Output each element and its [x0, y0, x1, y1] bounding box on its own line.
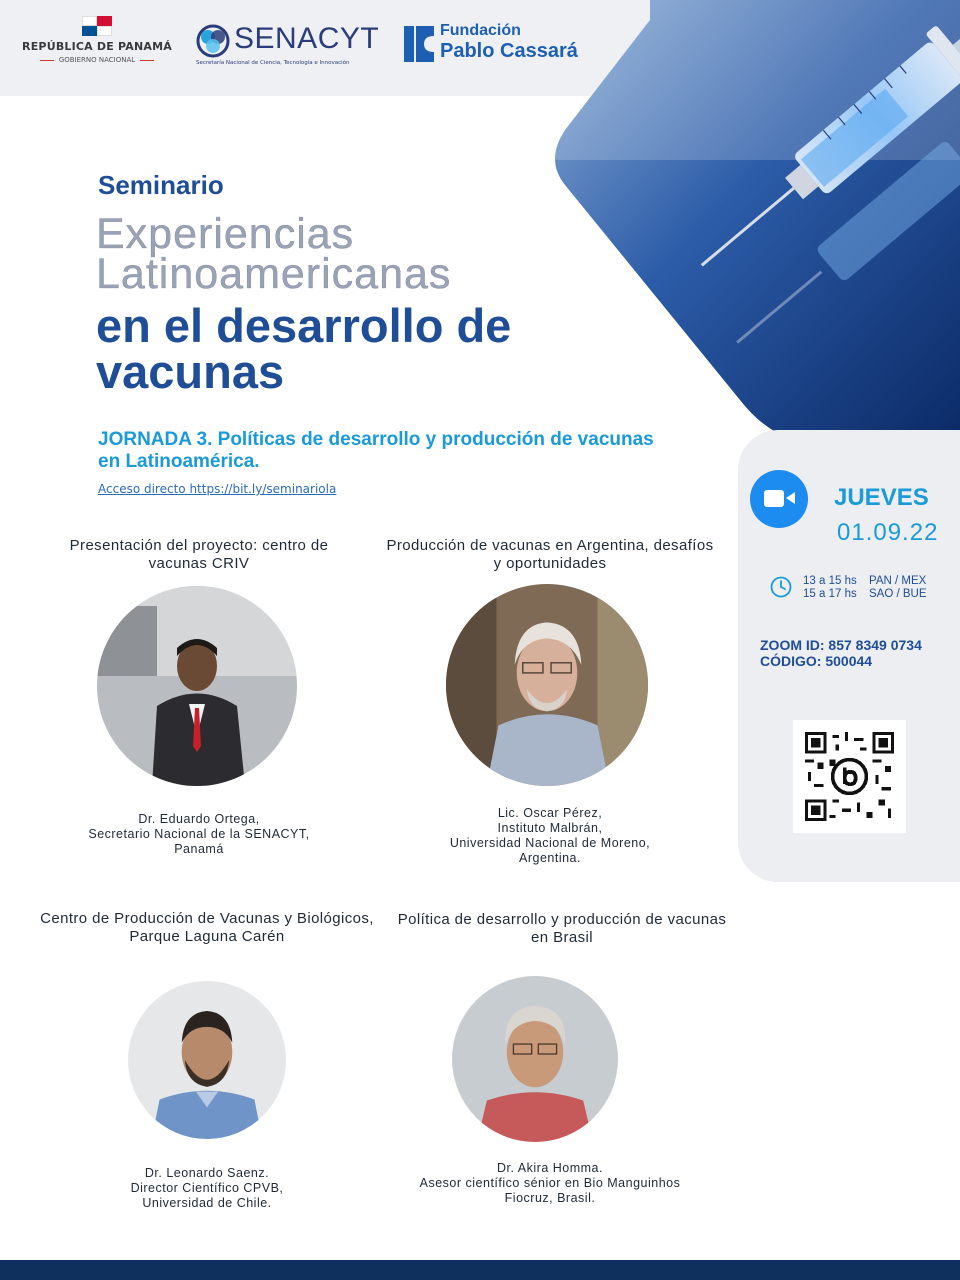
fundacion-line1: Fundación [440, 22, 521, 39]
seminar-kicker: Seminario [98, 170, 224, 200]
speaker-2-name [386, 806, 714, 866]
time-zones: PAN / MEX [869, 575, 927, 587]
time-zones: SAO / BUE [869, 588, 927, 600]
speaker-1-photo [97, 586, 297, 786]
fundacion-logo-icon [404, 26, 434, 62]
speaker-3-photo [128, 981, 286, 1139]
jornada-subtitle: JORNADA 3. Políticas de desarrollo y producción de vacunas en Latinoamérica. [98, 429, 654, 472]
senacyt-logo [196, 20, 380, 70]
speaker-3-line: Dr. Leonardo Saenz. [144, 1166, 270, 1180]
title-bold: en el desarrollo de vacunas [96, 299, 512, 398]
time-hours: 13 a 15 hs [803, 575, 857, 587]
speaker-4-line: Asesor científico sénior en Bio Manguinhos [419, 1176, 681, 1190]
title-light: Experiencias Latinoamericanas [96, 210, 452, 298]
speaker-2-line: Universidad Nacional de Moreno, [449, 836, 651, 850]
event-date: 01.09.22 [837, 519, 939, 546]
speaker-4-line: Fiocruz, Brasil. [504, 1191, 596, 1205]
speaker-2-topic: Producción de vacunas en Argentina, desafíos y oportunidades [386, 537, 714, 572]
speaker-3-line: Director Científico CPVB, [130, 1181, 284, 1195]
speaker-3-name [40, 1166, 374, 1211]
republic-name: REPÚBLICA DE PANAMÁ [22, 40, 172, 53]
speaker-1-line: Secretario Nacional de la SENACYT, [88, 827, 310, 841]
speaker-2-line: Argentina. [519, 851, 581, 865]
senacyt-logo-icon [196, 24, 230, 58]
speaker-2-line: Lic. Oscar Pérez, [497, 806, 603, 820]
event-times [803, 575, 935, 601]
zoom-camera-body [764, 490, 784, 507]
republica-panama-logo [22, 14, 172, 74]
speaker-1-line: Panamá [174, 842, 224, 856]
qr-code[interactable] [805, 732, 894, 821]
speaker-4-topic: Política de desarrollo y producción de vacunas en Brasil [397, 911, 727, 946]
speaker-4-line: Dr. Akira Homma. [497, 1161, 603, 1175]
speaker-3-line: Universidad de Chile. [142, 1196, 272, 1210]
speaker-1-line: Dr. Eduardo Ortega, [138, 812, 260, 826]
speaker-2-photo [446, 584, 648, 786]
time-row [803, 588, 935, 601]
speaker-1-name [40, 812, 358, 857]
fundacion-line2: Pablo Cassará [440, 40, 578, 62]
time-hours: 15 a 17 hs [803, 588, 857, 600]
zoom-credentials [760, 637, 922, 669]
event-day: JUEVES [834, 484, 929, 511]
republic-sub: GOBIERNO NACIONAL [22, 56, 172, 64]
speaker-3-topic: Centro de Producción de Vacunas y Biológicos, Parque Laguna Carén [40, 910, 374, 945]
zoom-code: CÓDIGO: 500044 [760, 653, 873, 669]
footer-bar [0, 1260, 960, 1280]
speaker-4-name [376, 1161, 724, 1206]
senacyt-sub: Secretaría Nacional de Ciencia, Tecnología e Innovación [196, 60, 350, 66]
time-row [803, 575, 935, 588]
senacyt-name: SENACYT [234, 22, 380, 55]
panama-flag-icon [82, 16, 112, 36]
speaker-4-photo [452, 976, 618, 1142]
clock-icon [770, 576, 792, 598]
direct-access-link[interactable]: Acceso directo https://bit.ly/seminariola [98, 482, 337, 496]
syringe-hero-image [540, 0, 960, 445]
zoom-camera-lens [786, 492, 795, 504]
speaker-1-topic: Presentación del proyecto: centro de vacunas CRIV [69, 537, 329, 572]
speaker-2-line: Instituto Malbrán, [497, 821, 603, 835]
zoom-id: ZOOM ID: 857 8349 0734 [760, 637, 922, 653]
